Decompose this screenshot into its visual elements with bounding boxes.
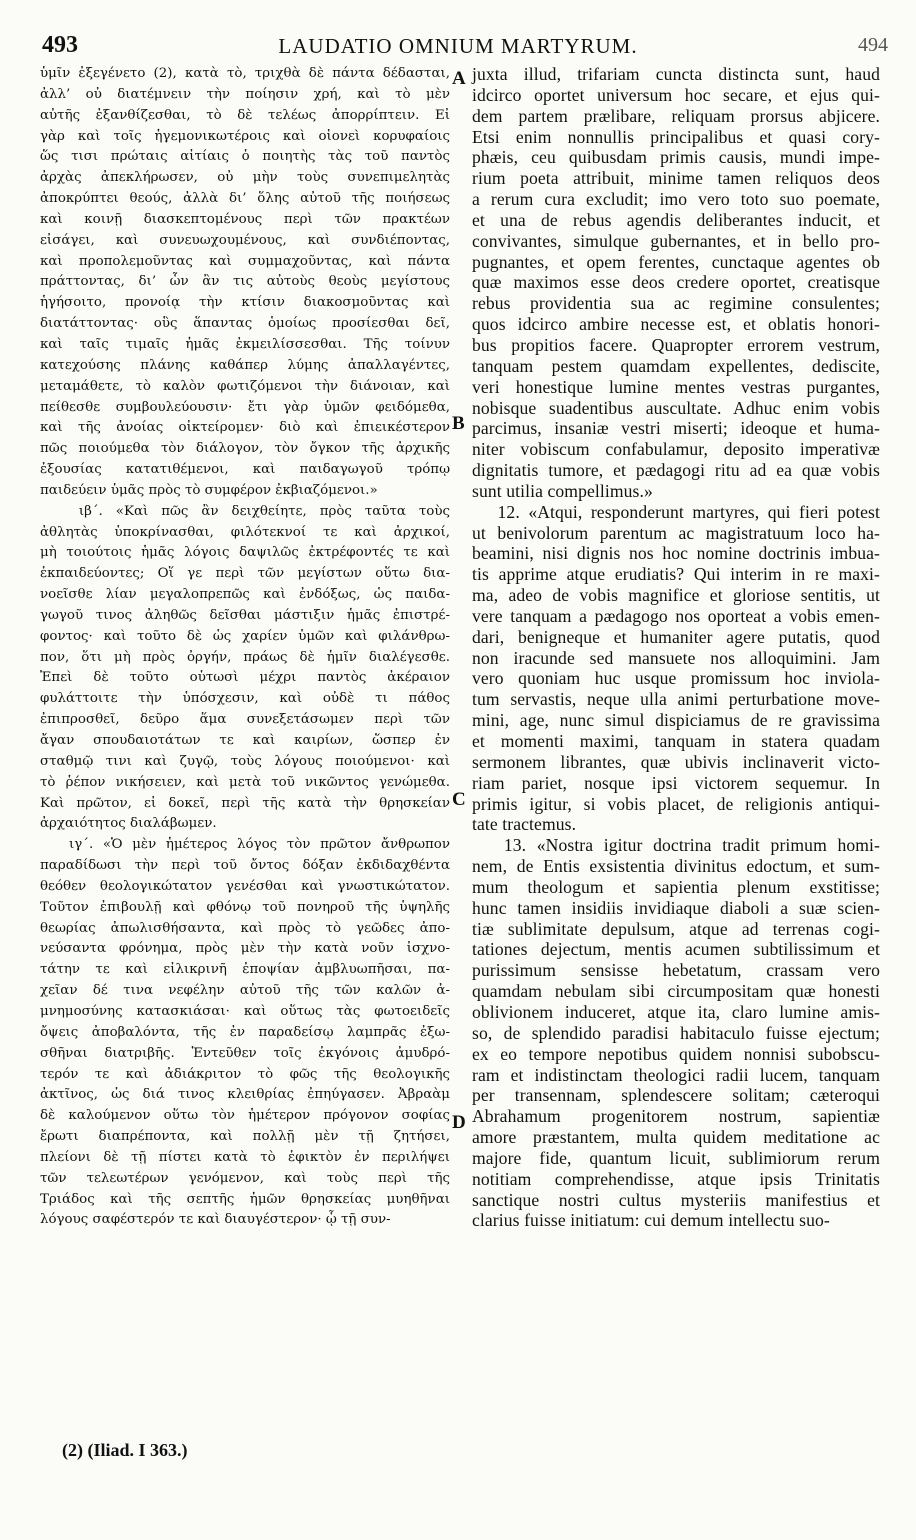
text-line: dari, benigneque et humaniter agere putatis, quod [472,626,880,647]
text-line: rebus providentia sua ac regimine consulentes; [472,293,880,314]
text-line: niter vobiscum confabulamur, deposito imperativæ [472,439,880,460]
text-line: καὶ κοινῇ διασκεπτομένους περὶ τῶν πρακτέων [40,211,450,227]
text-line: ram et indistinctam theologici radii lucem, tanquam [472,1064,880,1085]
text-line: θεωρίας ἀπωλισθήσαντα, καὶ πρὸς τὸ γεῶδες ἀπο- [40,920,450,936]
text-line: θεόθεν θεολογικώτατον γενέσθαι καὶ γνωστικώτατον. [40,878,450,894]
margin-marker-d: D [452,1112,466,1133]
text-line: τὸ ῥέπον νικήσειεν, καὶ μετὰ τοῦ νικῶντος γενώμεθα. [40,774,450,790]
footnote: (2) (Iliad. I 363.) [62,1440,188,1460]
text-line: vero quoniam huc usque promissum hoc inviola- [472,668,880,689]
text-line: ὑμῖν ἐξεγένετο (2), κατὰ τὸ, τριχθὰ δὲ πάντα δέδασται, [40,66,450,81]
text-line: ἀρχὰς ἀπεκλήρωσεν, οὐ μὴν τοὺς συνεπιμελητὰς [40,170,450,186]
text-line: pugnantes, et opem ferentes, cunctaque agentes ob [472,251,880,272]
text-line: ἐπιπροσθεῖ, δεῦρο ἅμα συνεξετάσωμεν περὶ τῶν [40,712,450,728]
text-line: ὥς τισι πρώταις αἰτίαις ὁ ποιητὴς τὰς τοῦ παντὸς [40,149,450,165]
text-line: παραδίδωσι τὴν περὶ τοῦ ὄντος δόξαν ἐκδιδαχθέντα [40,858,450,874]
text-line: tanquam pestem quamdam expellentes, dediscite, [472,355,880,376]
text-line: πείθεσθε συμβουλεύουσιν· ἔτι γὰρ ὑμῶν φειδόμεθα, [40,399,450,415]
text-line: dignitatis tumore, et pædagogi ritu ad ea quæ vobis [472,460,880,481]
margin-marker-c: C [452,789,466,810]
text-line: non iracunde sed mansuete nos alloquimini. Jam [472,647,880,668]
text-line: ἔρωτι διαπρέποντα, καὶ πολλῇ μὲν τῇ ζητήσει, [40,1129,450,1145]
text-line: per transennam, splendescere solitam; cæteroqui [472,1085,880,1106]
text-line: sunt utilia compellimus.» [472,480,653,501]
text-line: νοεῖσθε λίαν μεγαλοπρεπῶς καὶ ἐνδόξως, ὡς παιδα- [40,587,450,603]
text-line: dem partem prælibare, reliquam prorsus abjicere. [472,105,880,126]
text-line: καὶ προπολεμοῦντας καὶ συμμαχοῦντας, καὶ πάντα [40,253,450,269]
text-line: διατάττοντας· οὓς ἅπαντας ὁμοίως προσίεσθαι δεῖ, [40,316,450,332]
text-line: so, de splendido paradisi habitaculo fuisse ejectum; [472,1022,880,1043]
text-line: veri honestique lumine mentes vestras purgantes, [472,376,880,397]
text-line: τῶν τελεωτέρων γενόμενον, καὶ τοὺς περὶ τῆς [40,1170,450,1186]
text-line: 13. «Nostra igitur doctrina tradit primum homi- [472,835,880,856]
text-line: ex eo tempore nepotibus quidem nonnisi subobscu- [472,1043,880,1064]
text-line: καὶ ταῖς τιμαῖς ἡμᾶς ἐκμειλίσσεσθαι. Τῆς τοίνυν [40,336,450,352]
text-line: et una de rebus agendis deliberantes inducit, et [472,209,880,230]
text-line: τάτην τε καὶ εἰλικρινῆ ἐποψίαν ἀμβλυωπῆσαι, πα- [40,962,450,978]
text-line: πλείονι δὲ τῇ πίστει κατὰ τὸ ἐφικτὸν ἐν περιλήψει [40,1149,450,1165]
text-line: Τοῦτον ἐπιβουλῇ καὶ φθόνῳ τοῦ πονηροῦ τῆς ὑψηλῆς [40,899,450,915]
text-line: oblivionem induceret, atque ita, claro lumine amis- [472,1001,880,1022]
text-line: quæ maximos esse deos credere oportet, creatisque [472,272,880,293]
text-line: χεῖαν δέ τινα νεφέλην αὐτοῦ τῆς τῶν καλῶν ἀ- [40,983,450,999]
text-line: δὲ καλούμενον οὕτω τὸν ἡμέτερον πρόγονον σοφίας [40,1108,450,1124]
page-number-left: 493 [42,32,78,58]
text-line: μνημοσύνης κατασκιάσαι· καὶ οὕτως τὰς φωτοειδεῖς [40,1003,450,1019]
text-line: γωγοῦ τινος ἀληθῶς δεῖσθαι μάστιξιν ἡμᾶς ἐπιστρέ- [40,607,450,623]
page-header [0,32,916,64]
text-line: μὴ τοιούτοις ἡμᾶς λόγοις δαψιλῶς ἐκτρέφοντές τε καὶ [40,545,450,561]
text-line: γὰρ καὶ τοῖς ἡγεμονικωτέροις καὶ οἱονεὶ κορυφαίοις [40,128,450,144]
text-line: ιγ΄. «Ὁ μὲν ἡμέτερος λόγος τὸν πρῶτον ἄνθρωπον [40,837,450,853]
text-line: κατεχούσης πλάνης καθάπερ λύμης ἀπαλλαγέντες, [40,357,450,373]
text-line: quos idcirco ambire necesse est, et oblatis honori- [472,314,880,335]
text-line: et momenti maximi, tanquam in statera quadam [472,731,880,751]
text-line: tis apprime atque erudiatis? Qui interim in re maxi- [472,564,880,585]
text-line: 12. «Atqui, responderunt martyres, qui fieri potest [472,501,880,522]
text-line: φοντος· καὶ τοῦτο δὲ ὡς χαρίεν ὑμῶν καὶ φιλάνθρω- [40,628,450,644]
text-line: Etsi enim nonnullis principalibus et quasi cory- [472,126,880,147]
text-line: μεταμάθετε, τὸ καλὸν φωτιζόμενοι τὴν διάνοιαν, καὶ [40,378,450,394]
text-line: beamini, nisi dignis nos hoc nomine doctrinis imbua- [472,543,880,564]
text-line: πον, ὅτι μὴ πρὸς ὀργήν, πράως δὲ ἡμῖν διαλέγεσθε. [40,649,450,665]
text-line: παιδεύειν ὑμᾶς πρὸς τὸ συμφέρον ἐκβιαζόμενοι.» [40,482,378,498]
text-line: tate tractemus. [472,814,577,835]
text-line: amore præstantem, multa quidem meditatione ac [472,1127,880,1148]
text-line: clarius fuisse initiatum: cui demum intellectu suo- [472,1210,830,1231]
text-line: Ἐπεὶ δὲ τοῦτο οὑτωσὶ μέχρι παντὸς ἀκέραιον [40,670,450,686]
text-line: πράττοντας, δι’ ὧν ἂν τις αὐτοὺς θεοὺς μεγίστους [40,274,450,290]
text-line: ἀποκρύπτει θεούς, ἀλλὰ δι’ ὅλης αὐτοῦ τῆς ποιήσεως [40,191,450,207]
text-line: phæis, ceu quibusdam primis causis, mundi impe- [472,147,880,168]
text-line: αὐτῆς ἐξανθίζεσθαι, τὸ δὲ τελέως ἀπορρίπτειν. Εἰ [40,107,450,123]
text-line: τερόν τε καὶ ἀδιάκριτον τὸ φῶς τῆς θεολογικῆς [40,1066,450,1082]
text-line: sermonem librantes, quæ ubivis inclinaverit victo- [472,751,880,772]
text-line: vere tanquam a pædagogo nos oporteat a vobis emen- [472,605,880,626]
text-line: convivantes, simulque gubernantes, et in bello pro- [472,230,880,251]
text-line: ἐξουσίας κατατιθέμενοι, καὶ παιδαγωγοῦ τρόπῳ [40,462,450,478]
text-line: καὶ τῆς ἀνοίας οἰκτείρομεν· διὸ καὶ ἐπιεικέστερον [40,420,450,436]
greek-column [40,64,450,1231]
text-line: primis igitur, si vobis placet, de religionis antiqui- [472,793,880,814]
text-line: νεύσαντα φρόνημα, πρὸς μὲν τὴν κατὰ νοῦν ἰσχνο- [40,941,450,957]
text-line: ma, adeo de vobis magnifice et gloriose sentitis, ut [472,585,880,606]
text-line: φυλάττοιτε τὴν ὑπόσχεσιν, καὶ οὐδὲ τι πάθος [40,691,450,707]
text-line: ἀρχαιότητος διαλάβωμεν. [40,816,217,832]
text-line: ὄψεις ἀποβαλόντα, τῆς ἐν παραδείσῳ λαμπρᾶς ἐξω- [40,1024,450,1040]
text-line: tiæ sublimitate depulsum, atque ad terrenas cogi- [472,918,880,939]
text-line: ut benivolorum parentum ac magistratuum loco ha- [472,522,880,543]
text-line: ἄγαν σπουδαιοτάτων τε καὶ καιρίων, ὥσπερ ἐν [40,733,450,748]
text-line: Καὶ πρῶτον, εἰ δοκεῖ, περὶ τῆς κατὰ τὴν θρησκείαν [40,795,450,811]
text-line: σταθμῷ τινι καὶ ζυγῷ, τοὺς λόγους ποιούμενοι· καὶ [40,753,450,769]
text-line: idcirco oportet universum hoc secare, et ejus qui- [472,84,880,105]
text-line: quamdam nebulam sibi circumpositam quæ honesti [472,981,880,1002]
text-line: εἰσάγει, καὶ συνευωχουμένους, καὶ συνδιέποντας, [40,232,450,248]
text-line: ἀκτῖνος, ὡς διά τινος κλειθρίας ἐπηύγασεν. Ἀβραὰμ [40,1087,450,1103]
text-line: juxta illud, trifariam cuncta distincta sunt, haud [472,64,880,84]
text-line: Abrahamum progenitorem nostrum, sapientiæ [472,1106,880,1127]
margin-marker-b: B [452,413,465,434]
text-line: majore fide, quantum licuit, sublimiorum rerum [472,1147,880,1168]
text-line: parcimus, insaniæ vestri miserti; ideoque et huma- [472,418,880,439]
text-line: λόγους σαφέστερόν τε καὶ διαυγέστερον· ᾧ τῇ συν- [40,1212,391,1228]
latin-column [472,64,880,1231]
text-line: hunc tamen insidiis invidiaque diaboli a suæ scien- [472,897,880,918]
text-line: ἐκπαιδεύοντες; Οἵ γε περὶ τῶν μεγίστων οὕτω δια- [40,566,450,582]
text-line: a rerum cura excludit; imo vero toto suo poemate, [472,189,880,210]
text-line: mum theologum et sapientia plenum exstitisse; [472,876,880,897]
text-line: σθῆναι διατριβῆς. Ἐντεῦθεν τοῖς ἐκγόνοις ἀμυδρό- [40,1045,450,1061]
text-line: rium poeta attribuit, minime tamen reliquos deos [472,168,880,189]
text-line: ιβ΄. «Καὶ πῶς ἂν δειχθείητε, πρὸς ταῦτα τοὺς [40,503,450,519]
text-line: bus propitios facere. Quapropter errorem vestrum, [472,334,880,355]
text-line: ἡγήσοιτο, προνοίᾳ τὴν κτίσιν διακοσμοῦντας καὶ [40,295,450,311]
text-line: ἀλλ’ οὐ διατέμνειν τὴν ποίησιν χρή, καὶ τὸ μὲν [40,86,450,102]
text-line: πῶς ποιούμεθα τὸν διάλογον, τὸν ὄγκον τῆς ἀρχικῆς [40,441,450,457]
text-line: Τριάδος καὶ τῆς σεπτῆς ἡμῶν θρησκείας μυηθῆναι [40,1191,450,1207]
running-title: LAUDATIO OMNIUM MARTYRUM. [278,34,638,58]
page-number-right: 494 [858,34,888,56]
text-line: notitiam comprehendisse, atque ipsis Trinitatis [472,1168,880,1189]
text-line: nobisque suadentibus auscultate. Adhuc enim vobis [472,397,880,418]
text-line: nem, de Entis exsistentia divinitus edoctum, et sum- [472,856,880,877]
text-line: ἀθλητὰς ὑποκρίνασθαι, φιλότεκνοί τε καὶ ἀρχικοί, [40,524,450,540]
margin-marker-a: A [452,68,466,89]
text-line: tationes dejectum, mentis acumen subtilissimum et [472,939,880,960]
text-line: tum servastis, neque ulla animi perturbatione move- [472,689,880,710]
text-line: riam pariet, nosque ipsi victorem sequemur. In [472,772,880,793]
text-line: mini, age, nunc simul dispiciamus de re gravissima [472,710,880,731]
text-line: sanctique nostri cultus mysteriis manifestius et [472,1189,880,1210]
text-line: purissimum sensisse hebetatum, crassam vero [472,960,880,981]
